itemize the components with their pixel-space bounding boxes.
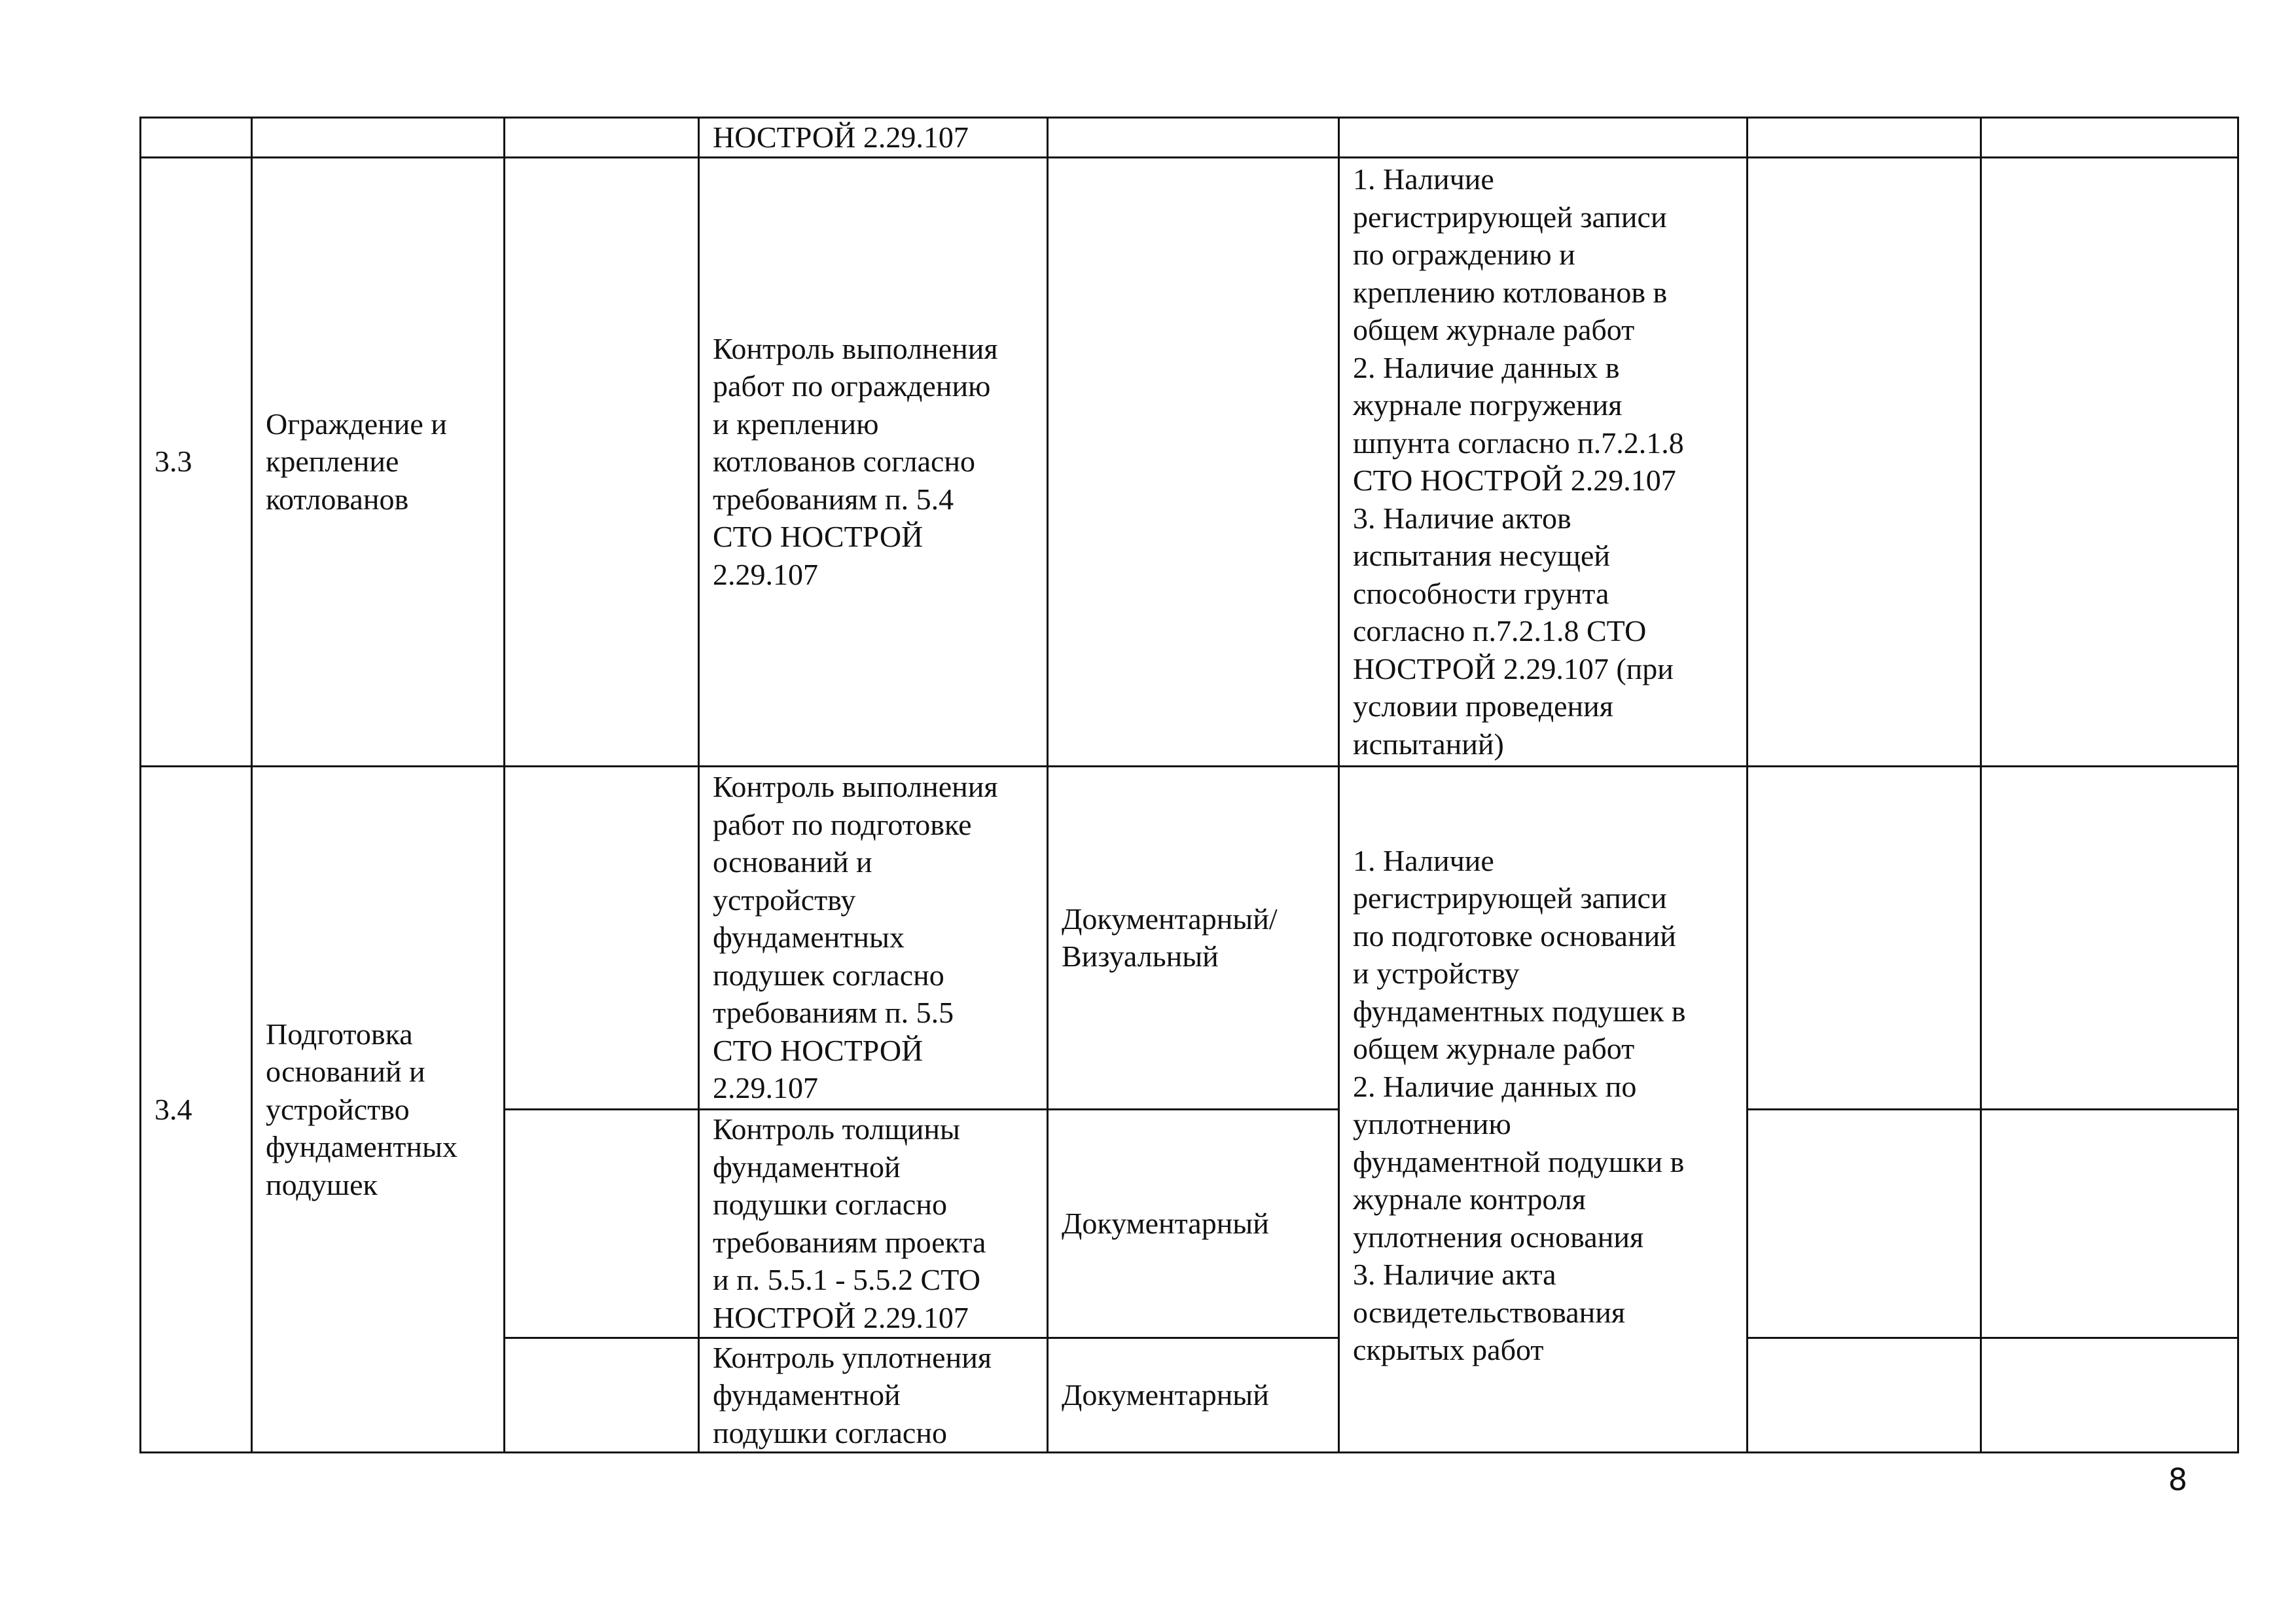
result-line: по подготовке оснований xyxy=(1353,919,1676,953)
cell-number xyxy=(141,118,252,158)
cell-extra-1 xyxy=(1748,157,1981,766)
name-line: крепление xyxy=(266,445,399,479)
table-row-3-3 xyxy=(141,157,2238,766)
name-line: Подготовка xyxy=(266,1017,413,1051)
cell-extra-1 xyxy=(1748,1338,1981,1453)
name-line: устройство xyxy=(266,1092,410,1126)
result-line: 3. Наличие актов xyxy=(1353,501,1571,535)
control-line: Контроль выполнения xyxy=(713,770,998,804)
method-line: Документарный xyxy=(1062,1206,1269,1240)
result-line: согласно п.7.2.1.8 СТО xyxy=(1353,614,1647,647)
cell-number xyxy=(141,766,252,1453)
method-line: Визуальный xyxy=(1062,939,1219,973)
result-line: СТО НОСТРОЙ 2.29.107 xyxy=(1353,464,1676,497)
result-line: регистрирующей записи xyxy=(1353,881,1667,915)
control-line: и п. 5.5.1 - 5.5.2 СТО xyxy=(713,1263,980,1296)
cell-extra-2 xyxy=(1981,118,2238,158)
control-line: СТО НОСТРОЙ xyxy=(713,1033,924,1067)
control-line: подушки согласно xyxy=(713,1415,947,1450)
result-line: уплотнения основания xyxy=(1353,1220,1644,1254)
result-line: уплотнению xyxy=(1353,1107,1511,1140)
result-line: общем журнале работ xyxy=(1353,1032,1635,1065)
result-line: НОСТРОЙ 2.29.107 (при xyxy=(1353,651,1674,685)
control-line: 2.29.107 xyxy=(713,1071,818,1105)
control-line: требованиям проекта xyxy=(713,1225,986,1259)
result-line: 2. Наличие данных в xyxy=(1353,350,1620,384)
row-number: 3.4 xyxy=(154,1092,192,1126)
control-line: 2.29.107 xyxy=(713,557,818,591)
result-line: шпунта согласно п.7.2.1.8 xyxy=(1353,426,1684,460)
cell-empty xyxy=(505,766,699,1109)
cell-method xyxy=(1048,1109,1339,1338)
name-line: оснований и xyxy=(266,1055,425,1088)
result-line: по ограждению и xyxy=(1353,238,1575,271)
name-line: подушек xyxy=(266,1167,378,1201)
row-number: 3.3 xyxy=(154,445,192,479)
cell-method xyxy=(1048,118,1339,158)
page-number: 8 xyxy=(2168,1462,2187,1497)
result-line: фундаментных подушек в xyxy=(1353,994,1686,1028)
inspection-table xyxy=(139,117,2239,1453)
result-line: испытаний) xyxy=(1353,727,1504,761)
cell-extra-2 xyxy=(1981,1338,2238,1453)
table-row-continuation xyxy=(141,118,2238,158)
result-line: испытания несущей xyxy=(1353,539,1610,572)
control-line: подушки согласно xyxy=(713,1188,947,1221)
result-line: скрытых работ xyxy=(1353,1333,1544,1366)
table-row-3-4-sub-1 xyxy=(141,766,2238,1109)
result-line: условии проведения xyxy=(1353,689,1613,723)
cell-result xyxy=(1339,157,1748,766)
result-line: фундаментной подушки в xyxy=(1353,1144,1685,1178)
result-line: креплению котлованов в xyxy=(1353,275,1668,309)
control-line: Контроль уплотнения xyxy=(713,1340,992,1374)
control-line: требованиям п. 5.4 xyxy=(713,482,954,516)
cell-control xyxy=(699,1338,1048,1453)
cell-extra-1 xyxy=(1748,118,1981,158)
cell-method xyxy=(1048,1338,1339,1453)
name-line: котлованов xyxy=(266,482,409,516)
control-line: СТО НОСТРОЙ xyxy=(713,520,924,554)
control-line: требованиям п. 5.5 xyxy=(713,996,954,1030)
result-line: общем журнале работ xyxy=(1353,313,1635,346)
result-line: журнале контроля xyxy=(1353,1182,1586,1216)
name-line: Ограждение и xyxy=(266,407,447,441)
cell-control xyxy=(699,1109,1048,1338)
control-line: Контроль толщины xyxy=(713,1112,960,1146)
control-line: работ по ограждению xyxy=(713,369,991,403)
control-line: НОСТРОЙ 2.29.107 xyxy=(713,1300,969,1334)
control-line: и креплению xyxy=(713,407,879,441)
cell-empty xyxy=(505,157,699,766)
cell-method xyxy=(1048,766,1339,1109)
result-line: 2. Наличие данных по xyxy=(1353,1069,1637,1103)
cell-name xyxy=(252,157,505,766)
result-line: журнале погружения xyxy=(1353,388,1623,422)
control-line: Контроль выполнения xyxy=(713,331,998,365)
cell-extra-2 xyxy=(1981,157,2238,766)
control-line: работ по подготовке xyxy=(713,807,972,841)
result-line: и устройству xyxy=(1353,957,1520,990)
cell-extra-2 xyxy=(1981,1109,2238,1338)
cell-extra-2 xyxy=(1981,766,2238,1109)
result-line: освидетельствования xyxy=(1353,1295,1626,1329)
cell-control xyxy=(699,766,1048,1109)
cell-name xyxy=(252,766,505,1453)
method-line: Документарный xyxy=(1062,1378,1269,1412)
cell-result xyxy=(1339,766,1748,1453)
cell-extra-1 xyxy=(1748,766,1981,1109)
result-line: регистрирующей записи xyxy=(1353,200,1667,234)
control-line: оснований и xyxy=(713,845,872,879)
control-line: фундаментных xyxy=(713,921,905,955)
cell-extra-1 xyxy=(1748,1109,1981,1338)
cell-control xyxy=(699,118,1048,158)
cell-number xyxy=(141,157,252,766)
control-line: фундаментной xyxy=(713,1378,901,1412)
result-line: 3. Наличие акта xyxy=(1353,1258,1556,1291)
cell-name xyxy=(252,118,505,158)
control-text: НОСТРОЙ 2.29.107 xyxy=(713,120,969,154)
control-line: котлованов согласно xyxy=(713,445,976,479)
cell-empty xyxy=(505,1109,699,1338)
cell-method xyxy=(1048,157,1339,766)
cell-result xyxy=(1339,118,1748,158)
control-line: фундаментной xyxy=(713,1150,901,1184)
result-line: способности грунта xyxy=(1353,576,1609,610)
method-line: Документарный/ xyxy=(1062,902,1278,936)
name-line: фундаментных xyxy=(266,1130,457,1163)
control-line: подушек согласно xyxy=(713,958,944,992)
result-line: 1. Наличие xyxy=(1353,843,1494,877)
cell-empty xyxy=(505,1338,699,1453)
cell-empty xyxy=(505,118,699,158)
control-line: устройству xyxy=(713,883,856,917)
cell-control xyxy=(699,157,1048,766)
result-line: 1. Наличие xyxy=(1353,162,1494,196)
